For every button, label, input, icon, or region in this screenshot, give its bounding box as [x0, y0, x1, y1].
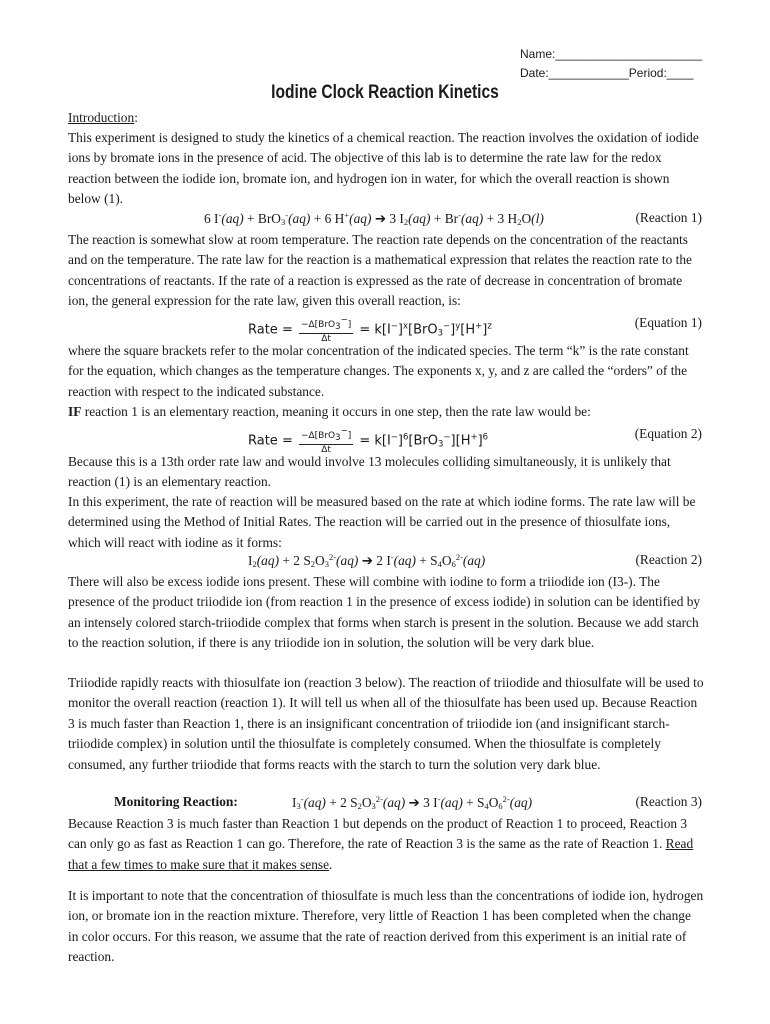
paragraph-9: Because Reaction 3 is much faster than Reaction 1 but depends on the product of Reaction 1 to proceed, Reaction 3 can only go as fast as Reaction 1 can go. Therefore, the rate of Reaction 3 is the same as the rate of Reaction 1. Read that a few times to make sure that it makes sense. — [68, 816, 694, 872]
reaction-1: 6 I-(aq) + BrO$_3$-(aq) + 6 H+(aq) ➔ 3 $I_2(aq) + Br^-(aq) + 3$ $H_2O(l)$ (Reaction 1) — [204, 210, 702, 227]
paragraph-6: In this experiment, the rate of reaction will be measured based on the rate at which iodine forms. The rate law will be determined using the Method of Initial Rates. The reaction will be carried out in the presence of thiosulfate ions, which will react with iodine as it forms: — [68, 494, 696, 550]
paragraph-5: Because this is a 13th order rate law and would involve 13 molecules colliding simultaneously, it is unlikely that reaction (1) is an elementary reaction. — [68, 454, 671, 490]
paragraph-4: IF reaction 1 is an elementary reaction, meaning it occurs in one step, then the rate law would be: — [68, 404, 591, 419]
reaction-3-label: (Reaction 3) — [635, 794, 702, 809]
equation-1-label: (Equation 1) — [634, 315, 702, 330]
date-period-field: Date:____________Period:____ — [520, 66, 694, 80]
paragraph-8: Triiodide rapidly reacts with thiosulfate ion (reaction 3 below). The reaction of triiodide and thiosulfate will be used to monitor the overall reaction (reaction 1). It will tell us when all of the thiosulfate has been used up. Because Reaction 3 is much faster than Reaction 1, there is an insignificant concentration of triiodide ion (and insignificant starch-triiodide complex) in solution until the thiosulfate is completely consumed. When the thiosulfate is completely consumed, any further triiodide that forms reacts with the starch to turn the solution very dark blue. — [68, 675, 704, 772]
page-title: Iodine Clock Reaction Kinetics — [271, 82, 499, 103]
paragraph-3: where the square brackets refer to the molar concentration of the indicated species. The term “k” is the rate constant for the equation, which changes as the temperature changes. The exponents x, y, and z are called the “orders” of the reaction with respect to the indicated substance. — [68, 343, 689, 399]
intro-heading: Introduction: — [68, 110, 138, 125]
paragraph-1: This experiment is designed to study the kinetics of a chemical reaction. The reaction involves the oxidation of iodide ions by bromate ions in the presence of acid. The objective of this lab is to determine the rate law for the redox reaction between the iodide ion, bromate ion, and hydrogen ion in water, for which the overall reaction is shown below (1). — [68, 130, 699, 207]
reaction-2: $I_2(aq) + 2$ $S_2O_3^{2-}(aq)$ ➔ 2 $I^-(aq) + S_4O_6^{2-}(aq)$ (Reaction 2) — [248, 552, 702, 569]
reaction-1-label: (Reaction 1) — [635, 210, 702, 225]
name-field: Name:______________________ — [520, 47, 703, 61]
monitoring-label: Monitoring Reaction: — [114, 794, 238, 809]
reaction-2-label: (Reaction 2) — [635, 552, 702, 567]
paragraph-10: It is important to note that the concentration of thiosulfate is much less than the concentrations of iodide ion, hydrogen ion, or bromate ion in the reaction mixture. Therefore, very little of Reaction 1 has been completed when the change in color occurs. For this reason, we assume that the rate of reaction derived from this experiment is an initial rate of reaction. — [68, 888, 704, 965]
paragraph-7: There will also be excess iodide ions present. These will combine with iodine to form a triiodide ion (I3-). The presence of the product triiodide ion (from reaction 1 in the presence of excess iodide) in solution can be identified by an intensely colored starch-triiodide complex that forms when starch is present in the solution. Because we add starch to the reaction solution, if there is any triiodide ion in solution, the solution will be very dark blue. — [68, 574, 701, 651]
paragraph-2: The reaction is somewhat slow at room temperature. The reaction rate depends on the concentration of the reactants and on the temperature. The rate law for the reaction is a mathematical expression that relates the reaction rate to the concentrations of reactants. If the rate of a reaction is expressed as the rate of decrease in concentration of bromate ion, the general expression for the rate law, given this overall reaction, is: — [68, 232, 693, 309]
equation-2-label: (Equation 2) — [634, 426, 702, 441]
equation-2: Rate = $\frac{-\Delta[BrO_3^-]}{\Delta t} = k[I^-]^6[BrO_3^-][H^+]^6$ (Equation 2) — [248, 426, 702, 455]
reaction-3: Monitoring Reaction: $I_3^-(aq) + 2$ $S_2O_3^{2-}(aq)$ ➔ 3 $I^-(aq) + S_4O_6^{2-}(aq)$ (Reaction 3) — [114, 794, 702, 811]
equation-1: Rate = $\frac{-\Delta[BrO_3^-]}{\Delta t} = k[I^-]^x[BrO_3^-]^y[H^+]^z$ (Equation 1) — [248, 315, 702, 344]
